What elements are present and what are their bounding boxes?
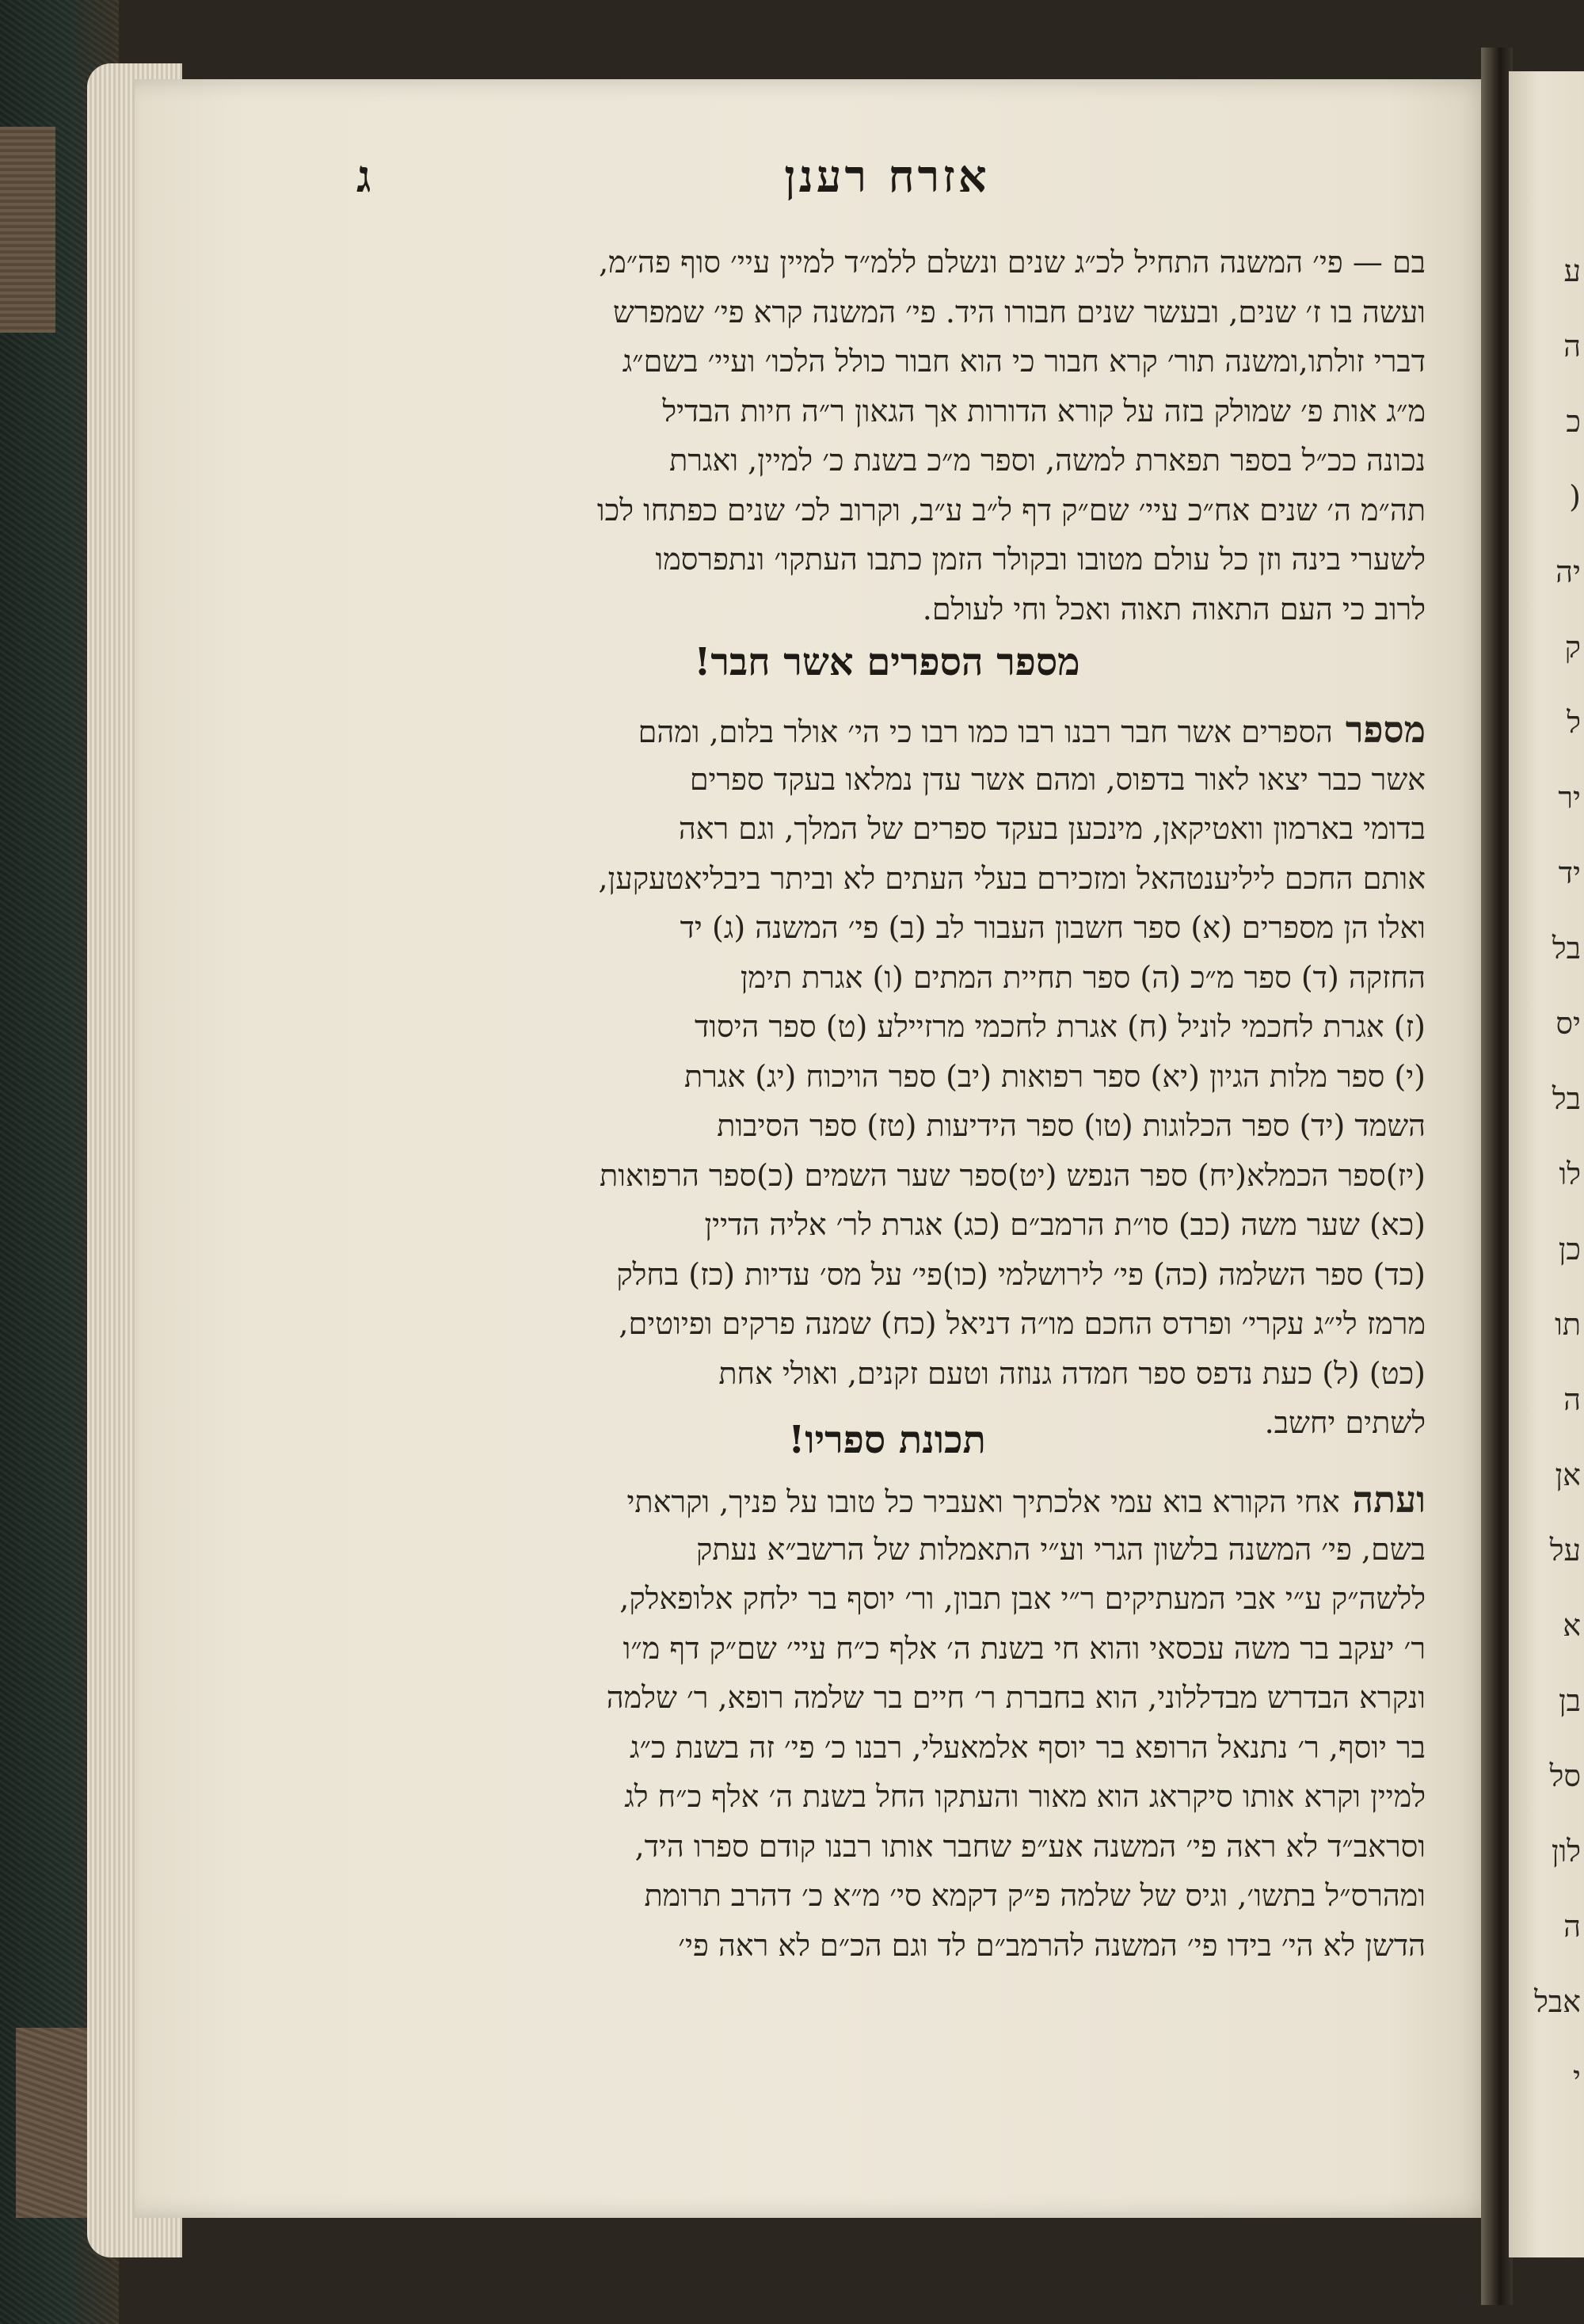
- text-line: תה״מ ה׳ שנים אח״כ עיי׳ שם״ק דף ל״ב ע״ב, וקרוב לכ׳ שנים כפתחו לכו: [596, 492, 1426, 528]
- line-text: הספרים אשר חבר רבנו רבו כמו רבו כי הי׳ אולר בלום, ומהם: [638, 714, 1333, 749]
- text-line: בם — פי׳ המשנה התחיל לכ״ג שנים ונשלם ללמ״ד למיין עיי׳ סוף פה״מ,: [599, 245, 1426, 280]
- text-line: מרמז לי״ג עקרי׳ ופרדס החכם מו״ה דניאל (כח) שמנה פרקים ופיוטים,: [619, 1306, 1426, 1341]
- next-page-fragment: תו: [1555, 1307, 1581, 1342]
- text-line: השמד (יד) ספר הכלוגות (טו) ספר הידיעות (טז) ספר הסיבות: [717, 1108, 1426, 1143]
- cover-cloth-corner: [16, 2028, 87, 2218]
- next-page-fragment: לו: [1559, 1156, 1581, 1191]
- next-page-fragment: אבל: [1534, 1984, 1581, 2019]
- next-page-fragment: ה: [1563, 1909, 1581, 1944]
- next-page-fragment: יס: [1555, 1006, 1581, 1041]
- text-line: ועשה בו ז׳ שנים, ובעשר שנים חבורו היד. פי׳ המשנה קרא פי׳ שמפרש: [612, 294, 1426, 330]
- next-page-fragment: על: [1549, 1533, 1581, 1568]
- text-line: הדשן לא הי׳ בידו פי׳ המשנה להרמב״ם לד וגם הכ״ם לא ראה פי׳: [678, 1927, 1426, 1963]
- text-line: [348, 705, 1426, 755]
- text-line: בדומי בארמון וואטיקאן, מינכען בעקד ספרים של המלך, וגם ראה: [678, 811, 1426, 846]
- line-text: אחי הקורא בוא עמי אלכתיך ואעביר כל טובו על פניך, וקראתי: [626, 1484, 1340, 1519]
- next-page-fragment: ה: [1563, 329, 1581, 364]
- text-line: אשר כבר יצאו לאור בדפוס, ומהם אשר עדן נמלאו בעקד ספרים: [689, 761, 1426, 797]
- text-line: ונקרא הבדרש מבדללוני, הוא בחברת ר׳ חיים בר שלמה רופא, ר׳ שלמה: [606, 1680, 1426, 1715]
- text-line: דברי זולתו,ומשנה תור׳ קרא חבור כי הוא חבור כולל הלכו׳ ועיי׳ בשם״ג: [622, 344, 1426, 379]
- nature-paragraph: [348, 1475, 1426, 1970]
- next-page-fragment: בל: [1552, 1081, 1581, 1116]
- next-page-fragment: יה: [1555, 554, 1581, 589]
- intro-paragraph: [348, 238, 1426, 634]
- text-line: נכונה ככ״ל בספר תפארת למשה, וספר מ״כ בשנת כ׳ למיין, ואגרת: [669, 443, 1426, 478]
- next-page-fragment: סל: [1549, 1758, 1581, 1793]
- next-page-fragment: יד: [1558, 855, 1581, 890]
- page-number: ג: [356, 150, 371, 203]
- next-page-sliver: [1509, 71, 1584, 2257]
- next-page-fragment: כן: [1558, 1232, 1581, 1267]
- text-line: למיין וקרא אותו סיקראג הוא מאור והעתקו החל בשנת ה׳ אלף כ״ח לג: [624, 1779, 1426, 1814]
- text-line: (יז)ספר הכמלא(יח) ספר הנפש (יט)ספר שער השמים (כ)ספר הרפואות: [600, 1157, 1426, 1193]
- lead-word: מספר: [1332, 708, 1426, 751]
- text-line: בשם, פי׳ המשנה בלשון הגרי וע״י התאמלות של הרשב״א נעתק: [696, 1531, 1426, 1567]
- next-page-fragment: יר: [1558, 780, 1581, 815]
- running-header: [348, 150, 1426, 222]
- next-page-fragment: לון: [1551, 1834, 1581, 1869]
- text-line: וסראב״ד לא ראה פי׳ המשנה אע״פ שחבר אותו רבנו קודם ספרו היד,: [634, 1828, 1426, 1864]
- next-page-fragment: י: [1573, 2059, 1581, 2094]
- text-line: [348, 1475, 1426, 1525]
- text-line: ואלו הן מספרים (א) ספר חשבון העבור לב (ב) פי׳ המשנה (ג) יד: [680, 910, 1426, 945]
- next-page-fragment: אן: [1555, 1457, 1581, 1492]
- section-heading-books: מספר הספרים אשר חבר!: [694, 640, 1080, 684]
- text-line: החזקה (ד) ספר מ״כ (ה) ספר תחיית המתים (ו) אגרת תימן: [740, 959, 1426, 995]
- text-line: אותם החכם ליליענטהאל ומזכירם בעלי העתים לא וביתר ביבליאטעקען,: [598, 860, 1426, 896]
- next-page-fragment: (: [1569, 479, 1581, 514]
- cover-cloth-spine: [0, 127, 55, 333]
- text-line: (ז) אגרת לחכמי לוניל (ח) אגרת לחכמי מרזיילע (ט) ספר היסוד: [694, 1009, 1426, 1044]
- book-gutter: [1481, 48, 1513, 2305]
- text-line: לשערי בינה וזן כל עולם מטובו ובקולר הזמן כתבו העתקו׳ ונתפרסמו: [655, 542, 1426, 577]
- running-title: אזרח רענן: [784, 150, 990, 203]
- text-line: בר יוסף, ר׳ נתנאל הרופא בר יוסף אלמאעלי, רבנו כ׳ פי׳ זה בשנת כ״ג: [630, 1729, 1426, 1765]
- next-page-fragment: ה: [1563, 1382, 1581, 1417]
- text-line: (כט) (ל) כעת נדפס ספר חמדה גנוזה וטעם זקנים, ואולי אחת: [718, 1355, 1426, 1391]
- next-page-fragment: ק: [1564, 630, 1581, 665]
- next-page-fragment: כ: [1566, 404, 1581, 439]
- text-line: ומהרס״ל בתשו׳, וגיס של שלמה פ״ק דקמא סי׳ מ״א כ׳ דהרב תרומת: [644, 1878, 1426, 1913]
- text-line: (כא) שער משה (כב) סו״ת הרמב״ם (כג) אגרת לר׳ אליה הדיין: [704, 1207, 1426, 1242]
- books-list-paragraph: [348, 705, 1426, 1448]
- text-line: (כד) ספר השלמה (כה) פי׳ לירושלמי (כו)פי׳ על מס׳ עדיות (כז) בחלק: [616, 1256, 1426, 1292]
- next-page-fragment: בן: [1559, 1683, 1581, 1718]
- text-line: ר׳ יעקב בר משה עכסאי והוא חי בשנת ה׳ אלף כ״ח עיי׳ שם״ק דף מ״ו: [623, 1630, 1426, 1666]
- text-line: לרוב כי העם התאוה תאוה ואכל וחי לעולם.: [922, 591, 1426, 627]
- text-line: לשתים יחשב.: [1264, 1405, 1426, 1440]
- text-line: מ״ג אות פ׳ שמולק בזה על קורא הדורות אך הגאון ר״ה חיות הבדיל: [662, 393, 1426, 429]
- next-page-fragment: ל: [1567, 705, 1581, 740]
- next-page-fragment: א: [1563, 1608, 1581, 1643]
- lead-word: ועתה: [1339, 1478, 1426, 1521]
- text-line: (י) ספר מלות הגיון (יא) ספר רפואות (יב) ספר הויכוח (יג) אגרת: [683, 1058, 1426, 1094]
- next-page-fragment: בל: [1552, 931, 1581, 966]
- section-heading-nature: תכונת ספריו!: [788, 1418, 986, 1462]
- next-page-fragment: ע: [1563, 253, 1581, 288]
- text-line: ללשה״ק ע״י אבי המעתיקים ר״י אבן תבון, ור׳ יוסף בר ילחק אלופאלק,: [619, 1581, 1426, 1616]
